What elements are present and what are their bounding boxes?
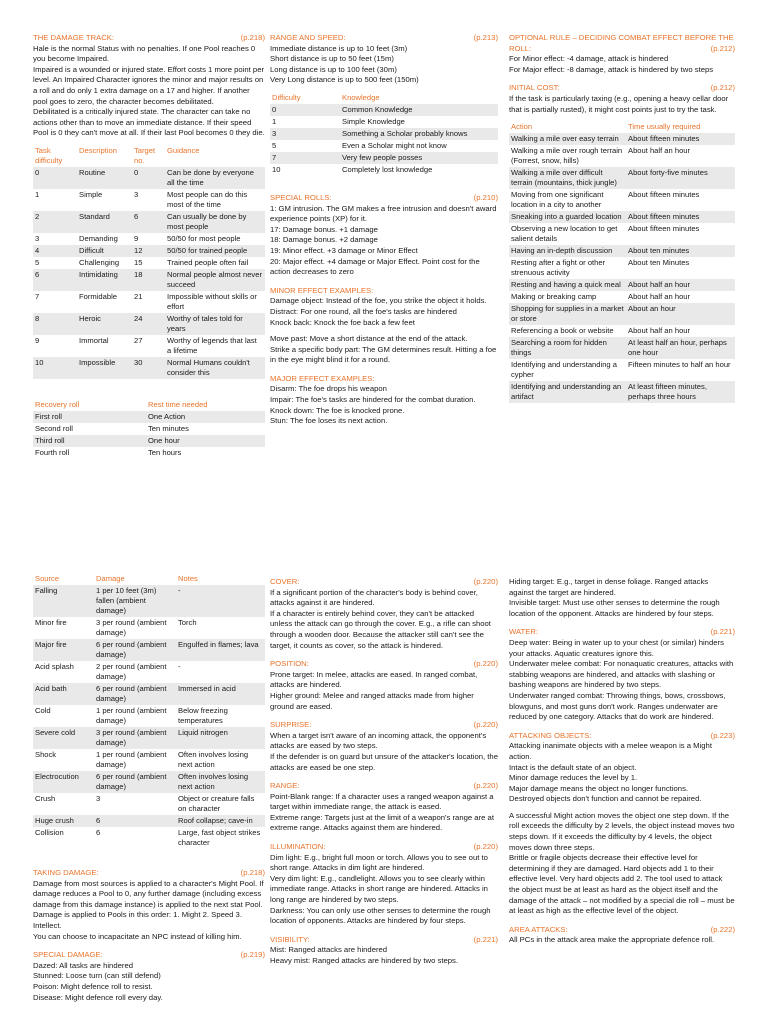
section-heading: COVER: (p.220) [270, 577, 498, 586]
paragraph: Extreme range: Targets just at the limit of a weapon's range are at extreme range. Attacks against them are hindered. [270, 812, 494, 833]
paragraph: When a target isn't aware of an incoming attack, the opponent's attacks are eased by two steps. [270, 730, 487, 751]
paragraph: 20: Major effect. +4 damage or Major Effect. Point cost for the action decreases to zero [270, 256, 480, 277]
table-row [33, 705, 265, 727]
table-cell: 9 [132, 233, 165, 245]
paragraph: Impaired is a wounded or injured state. Effort costs 1 more point per level. An Impaired Character ignores the minor and major results on a roll and do only 1 extra damage on a 17 and higher. If another pool goes to zero, the character becomes debilitated. [33, 64, 265, 106]
table-row [33, 233, 265, 245]
table-cell: At least fifteen minutes, perhaps three hours [626, 381, 735, 403]
table-cell: Fifteen minutes to half an hour [626, 359, 735, 381]
table-cell: 5 [33, 257, 77, 269]
table-row [33, 661, 265, 683]
table-cell: Normal Humans couldn't consider this [165, 357, 265, 379]
table-cell: 2 per round (ambient damage) [94, 661, 176, 683]
table-row [509, 145, 735, 167]
paragraph: Major damage means the object no longer functions. [509, 783, 689, 793]
table-cell: Most people can do this most of the time [165, 189, 265, 211]
column-3-bottom [509, 572, 735, 946]
table-cell: Routine [77, 167, 132, 189]
table-row [33, 447, 265, 459]
table-row [509, 245, 735, 257]
damage-source-table [33, 573, 265, 849]
table-cell: About fifteen minutes [626, 223, 735, 245]
table-cell: Formidable [77, 291, 132, 313]
table-cell: Ten minutes [146, 423, 265, 435]
table-cell: Identifying and understanding a cypher [509, 359, 626, 381]
paragraph: Deep water: Being in water up to your chest (or similar) hinders your attacks. Aquatic creatures ignore this. [509, 637, 724, 658]
table-row [33, 683, 265, 705]
table-cell: About an hour [626, 303, 735, 325]
table-cell: Searching a room for hidden things [509, 337, 626, 359]
damage-table-header: Notes [178, 574, 198, 583]
task-difficulty-table [33, 145, 265, 379]
table-cell: Immersed in acid [176, 683, 265, 705]
table-cell: Immortal [77, 335, 132, 357]
table-row [509, 303, 735, 325]
table-cell: Electrocution [33, 771, 94, 793]
knowledge-table-header: Knowledge [342, 92, 380, 102]
table-cell: About ten minutes [626, 245, 735, 257]
table-row [509, 359, 735, 381]
table-row [33, 291, 265, 313]
section-heading: WATER: (p.221) [509, 627, 735, 637]
table-cell: 1 per round (ambient damage) [94, 749, 176, 771]
damage-table-header: Damage [96, 574, 125, 583]
task-table-header: Target no. [134, 145, 156, 165]
paragraph: Higher ground: Melee and ranged attacks made from higher ground are eased. [270, 690, 474, 711]
table-cell: Even a Scholar might not know [340, 140, 498, 152]
table-cell: Completely lost knowledge [340, 164, 498, 176]
table-cell: Very few people posses [340, 152, 498, 164]
table-cell: - [176, 585, 265, 617]
table-cell: Walking a mile over rough terrain (Forrest, snow, hills) [509, 145, 626, 167]
table-cell: Acid bath [33, 683, 94, 705]
table-cell: 50/50 for most people [165, 233, 265, 245]
table-row [509, 279, 735, 291]
paragraph: For Minor effect: -4 damage, attack is hindered [509, 54, 669, 64]
table-cell: 24 [132, 313, 165, 335]
table-row [33, 749, 265, 771]
paragraph: Damage from most sources is applied to a character's Might Pool. If damage reduces a Pool to 0, any further damage (including excess damage from this damage instance) is applied to the next stat Pool. Damage is applied to Pools in this order: 1. Might 2. Speed 3. Intellect. [33, 878, 264, 930]
table-cell: Major fire [33, 639, 94, 661]
section-heading: MINOR EFFECT EXAMPLES: [270, 285, 374, 295]
table-cell: Challenging [77, 257, 132, 269]
paragraph: Intact is the default state of an object. [509, 762, 637, 772]
table-cell: Simple Knowledge [340, 116, 498, 128]
table-row [33, 313, 265, 335]
table-cell: Resting after a fight or other strenuous activity [509, 257, 626, 279]
table-cell: Common Knowledge [340, 104, 498, 116]
table-cell: Identifying and understanding an artifact [509, 381, 626, 403]
action-table-header: Time usually required [628, 122, 701, 132]
table-cell: First roll [33, 411, 146, 423]
table-row [270, 164, 498, 176]
table-cell: Falling [33, 585, 94, 617]
table-cell: Difficult [77, 245, 132, 257]
paragraph: Stunned: Loose turn (can still defend) [33, 971, 161, 981]
table-cell: Simple [77, 189, 132, 211]
table-row [509, 337, 735, 359]
table-row [33, 269, 265, 291]
paragraph: If the task is particularly taxing (e.g., opening a heavy cellar door that is partially rusted), it might cost points just to try the task. [509, 93, 729, 114]
table-row [33, 257, 265, 269]
table-cell: Often involves losing next action [176, 771, 265, 793]
table-cell: About half an hour [626, 325, 735, 337]
section-heading: SPECIAL DAMAGE: (p.219) [33, 950, 265, 960]
table-cell: Roof collapse; cave-in [176, 815, 265, 827]
table-cell: Collision [33, 827, 94, 849]
table-row [33, 411, 265, 423]
table-cell: Resting and having a quick meal [509, 279, 626, 291]
table-cell: Third roll [33, 435, 146, 447]
task-table-header: Description [79, 145, 117, 155]
table-row [33, 617, 265, 639]
table-cell: About half an hour [626, 291, 735, 303]
table-cell: Trained people often fail [165, 257, 265, 269]
table-cell: 8 [33, 313, 77, 335]
table-cell: About half an hour [626, 279, 735, 291]
table-cell: Demanding [77, 233, 132, 245]
table-cell: Object or creature falls on character [176, 793, 265, 815]
table-row [33, 727, 265, 749]
table-cell: 10 [33, 357, 77, 379]
table-row [33, 189, 265, 211]
table-row [33, 771, 265, 793]
table-cell: Normal people almost never succeed [165, 269, 265, 291]
section-heading: THE DAMAGE TRACK: (p.218) [33, 33, 265, 42]
table-cell: Large, fast object strikes character [176, 827, 265, 849]
table-cell: 27 [132, 335, 165, 357]
table-row [509, 133, 735, 145]
table-cell: Ten hours [146, 447, 265, 459]
table-cell: - [176, 661, 265, 683]
table-cell: 6 [94, 815, 176, 827]
action-table-header: Action [511, 122, 533, 132]
table-cell: Moving from one significant location in a city to another [509, 189, 626, 211]
table-cell: 9 [33, 335, 77, 357]
paragraph: Heavy mist: Ranged attacks are hindered by two steps. [270, 956, 459, 965]
section-heading: VISIBILITY: (p.221) [270, 934, 498, 944]
table-cell: Torch [176, 617, 265, 639]
table-row [270, 140, 498, 152]
table-cell: Shopping for supplies in a market or store [509, 303, 626, 325]
recovery-table-header: Recovery roll [35, 399, 80, 409]
paragraph: Immediate distance is up to 10 feet (3m) [270, 43, 408, 53]
section-heading: TAKING DAMAGE: (p.218) [33, 868, 265, 877]
table-cell: 1 [270, 116, 340, 128]
column-3-top [509, 28, 735, 403]
table-row [509, 167, 735, 189]
table-cell: 6 per round (ambient damage) [94, 683, 176, 705]
paragraph: Dim light: E.g., bright full moon or torch. Allows you to see out to short range. Attacks in dim light are hindered. [270, 852, 488, 873]
table-cell: 1 per round (ambient damage) [94, 705, 176, 727]
paragraph: Attacking inanimate objects with a melee weapon is a Might action. [509, 741, 712, 761]
table-row [33, 435, 265, 447]
table-cell: Intimidating [77, 269, 132, 291]
paragraph: Strike a specific body part: The GM determines result. Hitting a foe in the eye might blind it for a round. [270, 344, 497, 365]
paragraph: Destroyed objects don't function and cannot be repaired. [509, 794, 702, 804]
table-cell: 6 [94, 827, 176, 849]
section-heading: ATTACKING OBJECTS: (p.223) [509, 730, 735, 740]
table-cell: Impossible without skills or effort [165, 291, 265, 313]
paragraph: Disarm: The foe drops his weapon [270, 384, 387, 394]
table-cell: 1 [33, 189, 77, 211]
paragraph: Prone target: In melee, attacks are eased. In ranged combat, attacks are hindered. [270, 669, 478, 690]
table-cell: 0 [132, 167, 165, 189]
table-row [270, 104, 498, 116]
table-row [270, 116, 498, 128]
recovery-table-header: Rest time needed [148, 399, 208, 409]
table-cell: Crush [33, 793, 94, 815]
section-heading: AREA ATTACKS: (p.222) [509, 924, 735, 934]
paragraph: Underwater ranged combat: Throwing things, bows, crossbows, blowguns, and most guns don't work. Ranges underwater are reduced by one category. Attacks that do work are hindered. [509, 690, 726, 722]
table-cell: 3 per round (ambient damage) [94, 617, 176, 639]
table-cell: 6 [33, 269, 77, 291]
table-row [33, 815, 265, 827]
table-cell: Liquid nitrogen [176, 727, 265, 749]
paragraph: Move past: Move a short distance at the end of the attack. [270, 334, 468, 344]
section-heading: RANGE AND SPEED: (p.213) [270, 33, 498, 42]
paragraph: All PCs in the attack area make the appropriate defence roll. [509, 935, 715, 945]
table-row [509, 257, 735, 279]
table-cell: 4 [33, 245, 77, 257]
table-row [270, 152, 498, 164]
table-cell: Minor fire [33, 617, 94, 639]
paragraph: Darkness: You can only use other senses to determine the rough location of opponents. Attacks are hindered by four steps. [270, 905, 491, 926]
paragraph: Hiding target: E.g., target in dense foliage. Ranged attacks against the target are hindered. [509, 577, 709, 597]
paragraph: If the defender is on guard but unsure of the attacker's location, the attacks are eased be one step. [270, 751, 498, 772]
paragraph: Impair: The foe's tasks are hindered for the combat duration. [270, 395, 476, 405]
table-row [509, 211, 735, 223]
table-row [33, 335, 265, 357]
task-table-header: Task difficulty [35, 145, 63, 165]
table-cell: About half an hour [626, 145, 735, 167]
section-heading: MAJOR EFFECT EXAMPLES: [270, 373, 375, 383]
paragraph: Knock back: Knock the foe back a few feet [270, 317, 415, 327]
recovery-table [33, 399, 265, 459]
table-row [509, 223, 735, 245]
table-cell: 3 [132, 189, 165, 211]
table-cell: Walking a mile over easy terrain [509, 133, 626, 145]
paragraph: Short distance is up to 50 feet (15m) [270, 54, 394, 64]
paragraph: Very Long distance is up to 500 feet (150m) [270, 75, 419, 85]
knowledge-table-header: Difficulty [272, 92, 301, 102]
paragraph: A successful Might action moves the object one step down. If the roll exceeds the difficulty by 2 levels, the object instead moves two steps down. If it exceeds the difficulty by 4 levels, the object moves down three steps. [509, 810, 735, 852]
table-cell: Below freezing temperatures [176, 705, 265, 727]
table-cell: Fourth roll [33, 447, 146, 459]
table-cell: One hour [146, 435, 265, 447]
table-cell: Something a Scholar probably knows [340, 128, 498, 140]
table-cell: Engulfed in flames; lava [176, 639, 265, 661]
table-cell: About fifteen minutes [626, 211, 735, 223]
table-cell: 6 per round (ambient damage) [94, 639, 176, 661]
paragraph: 1: GM intrusion. The GM makes a free intrusion and doesn't award experience points (XP) for it. [270, 203, 497, 224]
table-cell: 6 per round (ambient damage) [94, 771, 176, 793]
paragraph: If a character is entirely behind cover, they can't be attacked unless the attack can go through the cover. E.g., a rifle can shoot through a wooden door. Because the attacker still can't see the target, it counts as cover, so the attack is hindered. [270, 608, 491, 650]
paragraph: Debilitated is a critically injured state. The character can take no actions other than to move an immediate distance. If their speed Pool is 0 they can't move at all. If their last Pool becomes 0 they die. [33, 107, 265, 138]
section-heading: INITIAL COST: (p.212) [509, 83, 735, 93]
table-cell: 12 [132, 245, 165, 257]
table-cell: 3 [33, 233, 77, 245]
paragraph: If a significant portion of the character's body is behind cover, attacks against it are hindered. [270, 587, 478, 608]
table-cell: Impossible [77, 357, 132, 379]
table-cell: 1 per 10 feet (3m) fallen (ambient damage) [94, 585, 176, 617]
table-cell: 3 per round (ambient damage) [94, 727, 176, 749]
column-1-bottom [33, 573, 265, 1003]
knowledge-table [270, 92, 498, 176]
table-row [33, 827, 265, 849]
table-cell: 6 [132, 211, 165, 233]
table-row [33, 167, 265, 189]
paragraph: Invisible target: Must use other senses to determine the rough location of the opponent. Attacks are hindered by four steps. [509, 598, 720, 618]
paragraph: 18: Damage bonus. +2 damage [270, 235, 378, 245]
table-cell: 7 [270, 152, 340, 164]
table-row [509, 381, 735, 403]
table-cell: 2 [33, 211, 77, 233]
table-cell: 18 [132, 269, 165, 291]
table-cell: Observing a new location to get salient details [509, 223, 626, 245]
table-cell: About ten Minutes [626, 257, 735, 279]
table-cell: 10 [270, 164, 340, 176]
paragraph: For Major effect: -8 damage, attack is hindered by two steps [509, 64, 714, 74]
table-cell: Worthy of tales told for years [165, 313, 265, 335]
column-2-bottom [270, 572, 498, 967]
section-heading: SPECIAL ROLLS: (p.210) [270, 192, 498, 202]
section-heading: OPTIONAL RULE – DECIDING COMBAT EFFECT BEFORE THE ROLL: (p.212) [509, 33, 735, 53]
table-cell: 7 [33, 291, 77, 313]
table-row [33, 357, 265, 379]
paragraph: Disease: Might defence roll every day. [33, 992, 163, 1002]
table-cell: Worthy of legends that last a lifetime [165, 335, 265, 357]
paragraph: Poison: Might defence roll to resist. [33, 981, 153, 991]
column-1-top [33, 28, 265, 459]
table-cell: About fifteen minutes [626, 189, 735, 211]
table-row [33, 639, 265, 661]
table-cell: 3 [94, 793, 176, 815]
table-cell: Acid splash [33, 661, 94, 683]
table-cell: Cold [33, 705, 94, 727]
section-heading: RANGE: (p.220) [270, 781, 498, 791]
paragraph: Brittle or fragile objects decrease their effective level for determining if they are damaged. Hard objects add 1 to their effective level. Very hard objects add 2. The tool used to attack the object must be at least as hard as the object itself and the damage of the attack – not modified by a special die roll – must be at least as high as the effective level of the object. [509, 853, 735, 916]
table-row [33, 423, 265, 435]
paragraph: Long distance is up to 100 feet (30m) [270, 64, 397, 74]
table-cell: 15 [132, 257, 165, 269]
table-row [509, 325, 735, 337]
section-heading: SURPRISE: (p.220) [270, 720, 498, 730]
paragraph: Underwater melee combat: For nonaquatic creatures, attacks with stabbing weapons are hindered, and attacks with slashing or bashing weapons are hindered by two steps. [509, 659, 734, 690]
paragraph: Stun: The foe loses its next action. [270, 416, 388, 426]
paragraph: Dazed: All tasks are hindered [33, 960, 133, 970]
table-cell: 5 [270, 140, 340, 152]
section-heading: ILLUMINATION: (p.220) [270, 842, 498, 852]
table-cell: 21 [132, 291, 165, 313]
table-cell: 50/50 for trained people [165, 245, 265, 257]
paragraph: Knock down: The foe is knocked prone. [270, 405, 405, 415]
paragraph: Point-Blank range: If a character uses a ranged weapon against a target within immediate range, the attack is eased. [270, 791, 494, 812]
column-2-top [270, 28, 498, 427]
paragraph: Very dim light: E.g., candlelight. Allows you to see clearly within immediate range. Attacks in short range are hindered. Attacks in long range are hindered by two steps. [270, 873, 488, 905]
table-cell: Sneaking into a guarded location [509, 211, 626, 223]
paragraph: Damage object: Instead of the foe, you strike the object it holds. [270, 296, 487, 306]
table-cell: 3 [270, 128, 340, 140]
table-cell: About forty-five minutes [626, 167, 735, 189]
paragraph: 17: Damage bonus. +1 damage [270, 224, 378, 234]
table-cell: Standard [77, 211, 132, 233]
table-row [33, 245, 265, 257]
table-cell: 0 [270, 104, 340, 116]
damage-table-header: Source [35, 574, 60, 583]
table-row [509, 291, 735, 303]
table-cell: Can be done by everyone all the time [165, 167, 265, 189]
paragraph: You can choose to incapacitate an NPC instead of killing him. [33, 931, 242, 941]
table-row [33, 211, 265, 233]
table-row [270, 128, 498, 140]
table-row [509, 189, 735, 211]
table-row [33, 585, 265, 617]
table-cell: Referencing a book or website [509, 325, 626, 337]
action-time-table [509, 121, 735, 403]
table-cell: Can usually be done by most people [165, 211, 265, 233]
paragraph: Hale is the normal Status with no penalties. If one Pool reaches 0 you become Impaired. [33, 43, 256, 64]
table-cell: Second roll [33, 423, 146, 435]
paragraph: Minor damage reduces the level by 1. [509, 773, 638, 783]
table-cell: 30 [132, 357, 165, 379]
table-cell: Making or breaking camp [509, 291, 626, 303]
table-cell: Heroic [77, 313, 132, 335]
paragraph: Distract: For one round, all the foe's tasks are hindered [270, 306, 457, 316]
task-table-header: Guidance [167, 145, 200, 155]
table-cell: Having an in-depth discussion [509, 245, 626, 257]
table-cell: Severe cold [33, 727, 94, 749]
paragraph: 19: Minor effect. +3 damage or Minor Effect [270, 245, 418, 255]
table-cell: Huge crush [33, 815, 94, 827]
table-cell: About fifteen minutes [626, 133, 735, 145]
section-heading: POSITION: (p.220) [270, 659, 498, 669]
table-cell: One Action [146, 411, 265, 423]
table-cell: 0 [33, 167, 77, 189]
table-row [33, 793, 265, 815]
paragraph: Mist: Ranged attacks are hindered [270, 945, 388, 955]
table-cell: At least half an hour, perhaps one hour [626, 337, 735, 359]
table-cell: Walking a mile over difficult terrain (mountains, thick jungle) [509, 167, 626, 189]
table-cell: Often involves losing next action [176, 749, 265, 771]
table-cell: Shock [33, 749, 94, 771]
